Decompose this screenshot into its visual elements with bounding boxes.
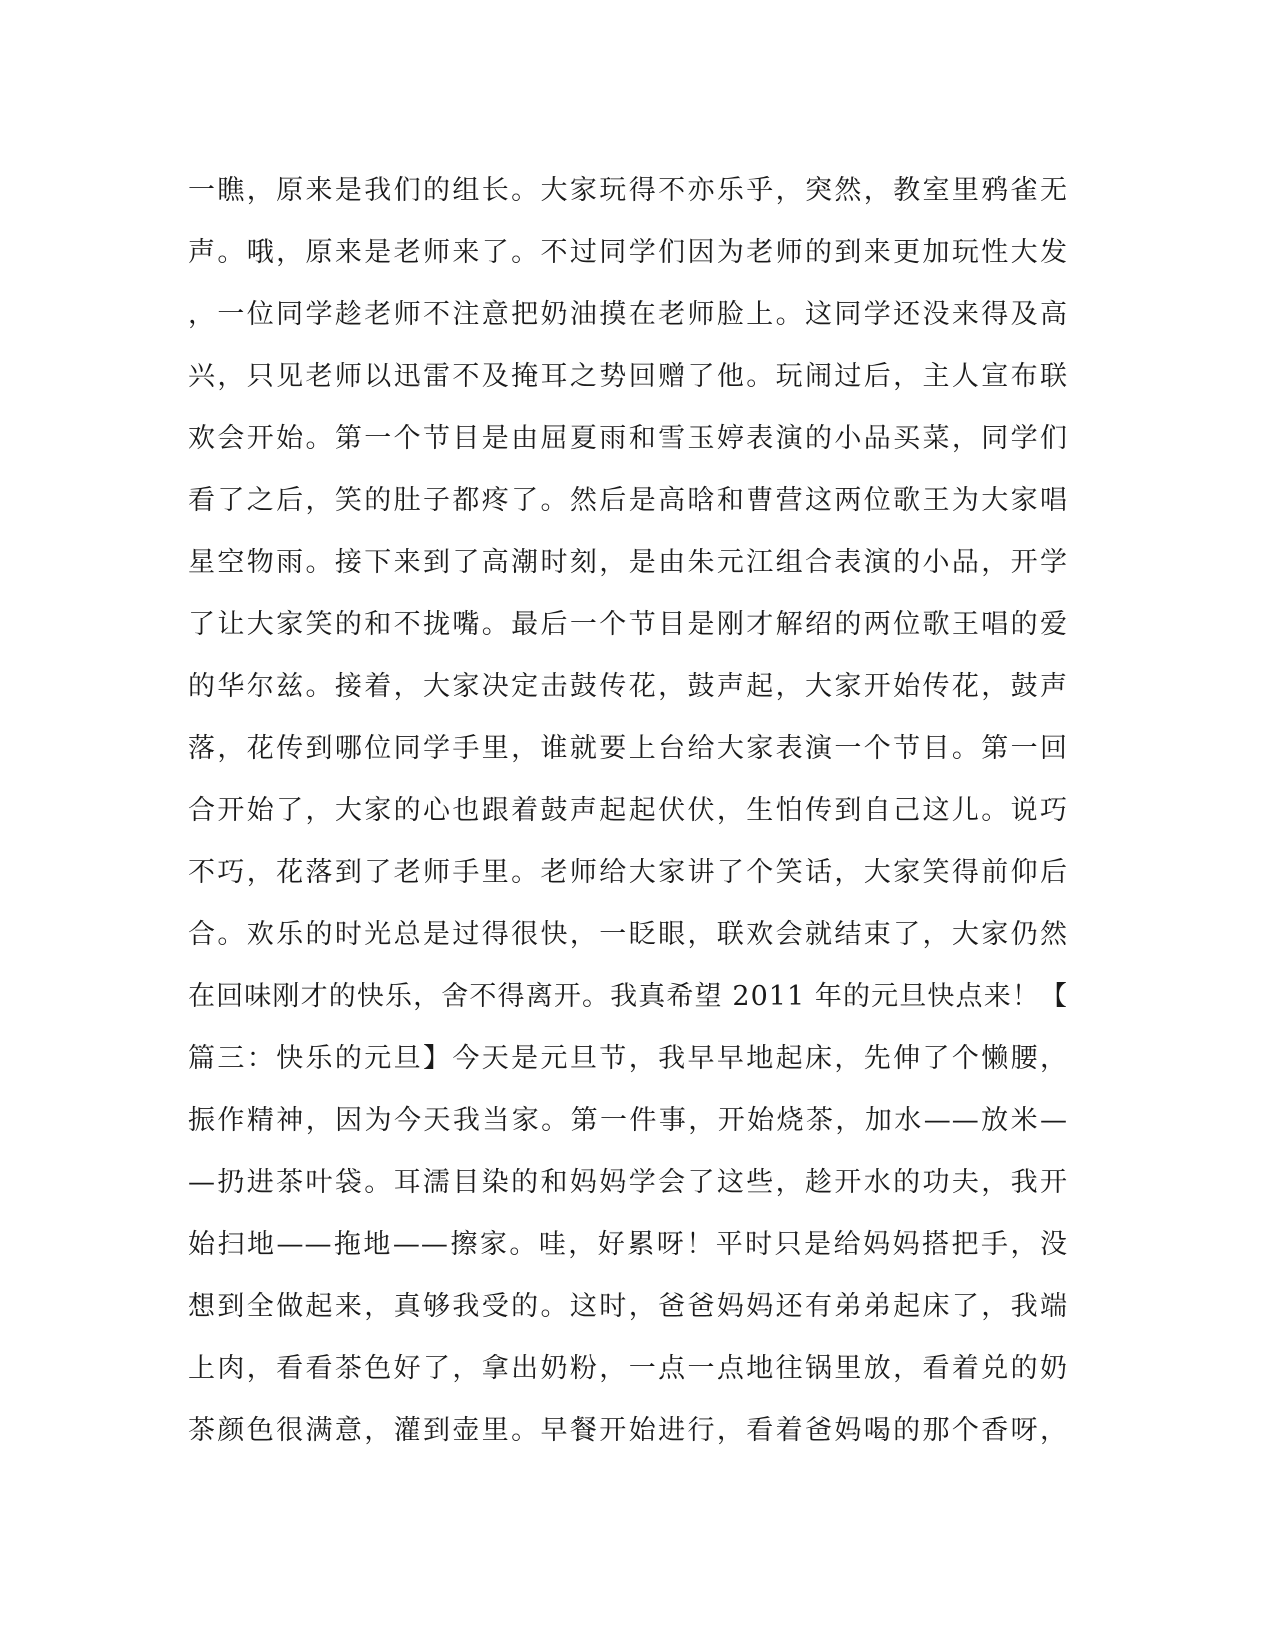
text-line: 在回味刚才的快乐，舍不得离开。我真希望 2011 年的元旦快点来！【: [188, 981, 1068, 1012]
text-line: 合。欢乐的时光总是过得很快，一眨眼，联欢会就结束了，大家仍然: [188, 919, 1068, 950]
body-text: [188, 160, 1068, 1462]
text-line: ，一位同学趁老师不注意把奶油摸在老师脸上。这同学还没来得及高: [188, 299, 1068, 330]
text-line: 落，花传到哪位同学手里，谁就要上台给大家表演一个节目。第一回: [188, 733, 1068, 764]
text-line: 不巧，花落到了老师手里。老师给大家讲了个笑话，大家笑得前仰后: [188, 857, 1068, 888]
text-line: 振作精神，因为今天我当家。第一件事，开始烧茶，加水——放米—: [188, 1105, 1068, 1136]
text-line: 始扫地——拖地——擦家。哇，好累呀！平时只是给妈妈搭把手，没: [188, 1229, 1068, 1260]
text-line: 声。哦，原来是老师来了。不过同学们因为老师的到来更加玩性大发: [188, 237, 1068, 268]
text-line: 的华尔兹。接着，大家决定击鼓传花，鼓声起，大家开始传花，鼓声: [188, 671, 1068, 702]
text-line: 想到全做起来，真够我受的。这时，爸爸妈妈还有弟弟起床了，我端: [188, 1291, 1068, 1322]
text-line: 茶颜色很满意，灌到壶里。早餐开始进行，看着爸妈喝的那个香呀，: [188, 1415, 1068, 1446]
text-line: 了让大家笑的和不拢嘴。最后一个节目是刚才解绍的两位歌王唱的爱: [188, 609, 1068, 640]
text-line: 上肉，看看茶色好了，拿出奶粉，一点一点地往锅里放，看着兑的奶: [188, 1353, 1068, 1384]
text-line: 合开始了，大家的心也跟着鼓声起起伏伏，生怕传到自己这儿。说巧: [188, 795, 1068, 826]
text-line: 兴，只见老师以迅雷不及掩耳之势回赠了他。玩闹过后，主人宣布联: [188, 361, 1068, 392]
text-line: 篇三：快乐的元旦】今天是元旦节，我早早地起床，先伸了个懒腰，: [188, 1043, 1068, 1074]
text-line: 欢会开始。第一个节目是由屈夏雨和雪玉婷表演的小品买菜，同学们: [188, 423, 1068, 454]
text-line: —扔进茶叶袋。耳濡目染的和妈妈学会了这些，趁开水的功夫，我开: [188, 1167, 1068, 1198]
text-line: 一瞧，原来是我们的组长。大家玩得不亦乐乎，突然，教室里鸦雀无: [188, 175, 1068, 206]
text-line: 星空物雨。接下来到了高潮时刻，是由朱元江组合表演的小品，开学: [188, 547, 1068, 578]
text-line: 看了之后，笑的肚子都疼了。然后是高晗和曹营这两位歌王为大家唱: [188, 485, 1068, 516]
